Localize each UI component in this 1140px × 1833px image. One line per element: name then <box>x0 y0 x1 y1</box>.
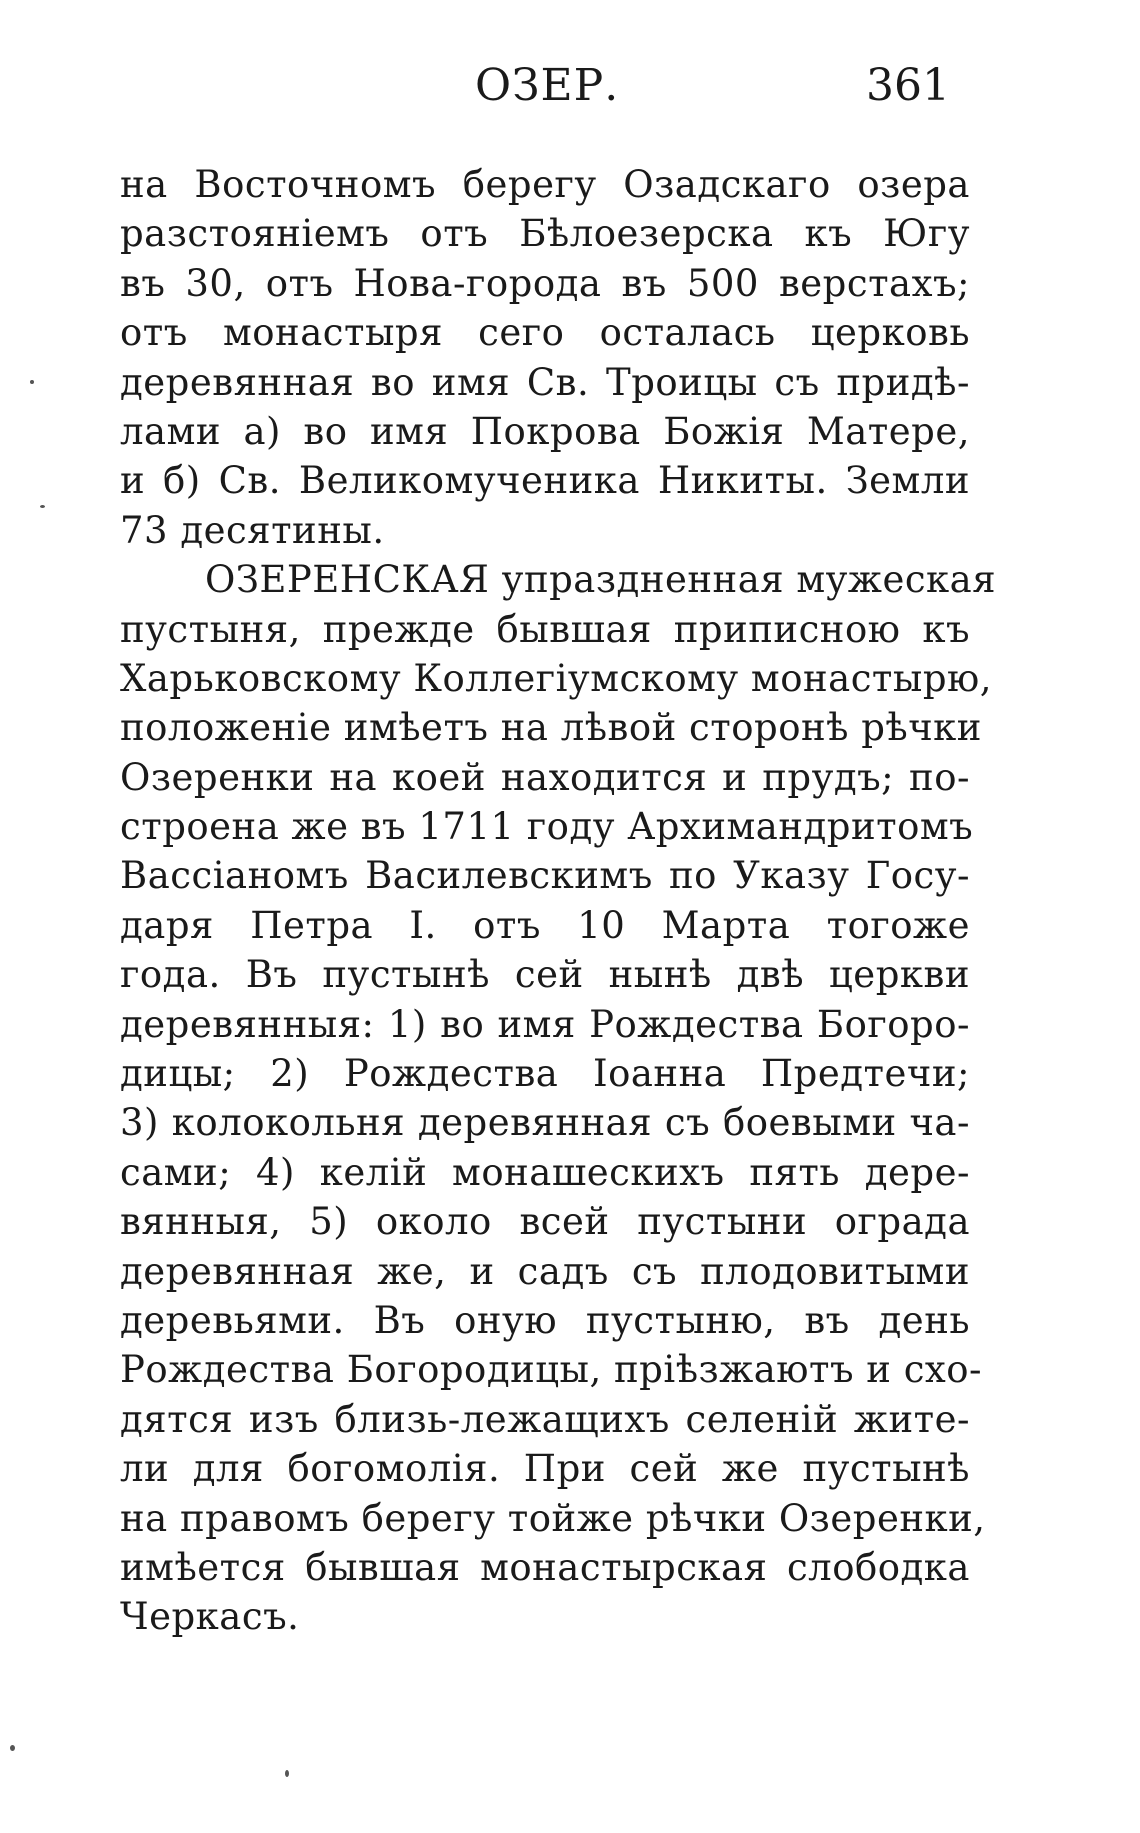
text-line: 73 десятины. <box>120 508 385 552</box>
text-line: на правомъ берегу тойже рѣчки Озеренки, <box>120 1496 986 1540</box>
body-text <box>120 160 997 1642</box>
text-line: Рождества Богородицы, пріѣзжаютъ и схо- <box>120 1348 983 1392</box>
running-head: ОЗЕР. <box>475 60 620 111</box>
text-line: деревянныя: 1) во имя Рождества Богоро- <box>120 1002 970 1046</box>
text-line: сами; 4) келій монашескихъ пять дере- <box>120 1150 970 1194</box>
text-line: положеніе имѣетъ на лѣвой сторонѣ рѣчки <box>120 706 982 750</box>
text-line: даря Петра I. отъ 10 Марта тогоже <box>120 903 970 947</box>
text-line: Вассіаномъ Василевскимъ по Указу Госу- <box>120 854 970 898</box>
text-line: деревянная же, и садъ съ плодовитыми <box>120 1249 970 1293</box>
text-line: отъ монастыря сего осталась церковь <box>120 311 970 355</box>
text-line: Озеренки на коей находится и прудъ; по- <box>120 755 970 799</box>
text-line: ли для богомолія. При сей же пустынѣ <box>120 1447 970 1491</box>
text-line: разстояніемъ отъ Бѣлоезерска къ Югу <box>120 212 970 256</box>
text-line: года. Въ пустынѣ сей нынѣ двѣ церкви <box>120 953 970 997</box>
text-line: строена же въ 1711 году Архимандритомъ <box>120 805 974 849</box>
text-line: Черкасъ. <box>120 1595 300 1639</box>
text-line: вянныя, 5) около всей пустыни ограда <box>120 1200 970 1244</box>
text-line: въ 30, отъ Нова-города въ 500 верстахъ; <box>120 261 970 305</box>
text-line: деревянная во имя Св. Троицы съ придѣ- <box>120 360 970 404</box>
text-line: пустыня, прежде бывшая приписною къ <box>120 607 970 651</box>
page-header <box>120 60 950 120</box>
text-line: 3) колокольня деревянная съ боевыми ча- <box>120 1101 970 1145</box>
page-number: 361 <box>866 60 950 111</box>
text-line: дятся изъ близь-лежащихъ селеній жите- <box>120 1397 970 1441</box>
text-line: и б) Св. Великомученика Никиты. Земли <box>120 459 970 503</box>
text-line: на Восточномъ берегу Озадскаго озера <box>120 163 970 206</box>
text-line: дицы; 2) Рождества Іоанна Предтечи; <box>120 1052 970 1096</box>
text-line: имѣется бывшая монастырская слободка <box>120 1545 970 1589</box>
text-line: лами а) во имя Покрова Божія Матере, <box>120 409 970 453</box>
text-line: ОЗЕРЕНСКАЯ упраздненная мужеская <box>205 558 997 602</box>
text-line: деревьями. Въ оную пустыню, въ день <box>120 1298 970 1342</box>
text-line: Харьковскому Коллегіумскому монастырю, <box>120 656 992 700</box>
